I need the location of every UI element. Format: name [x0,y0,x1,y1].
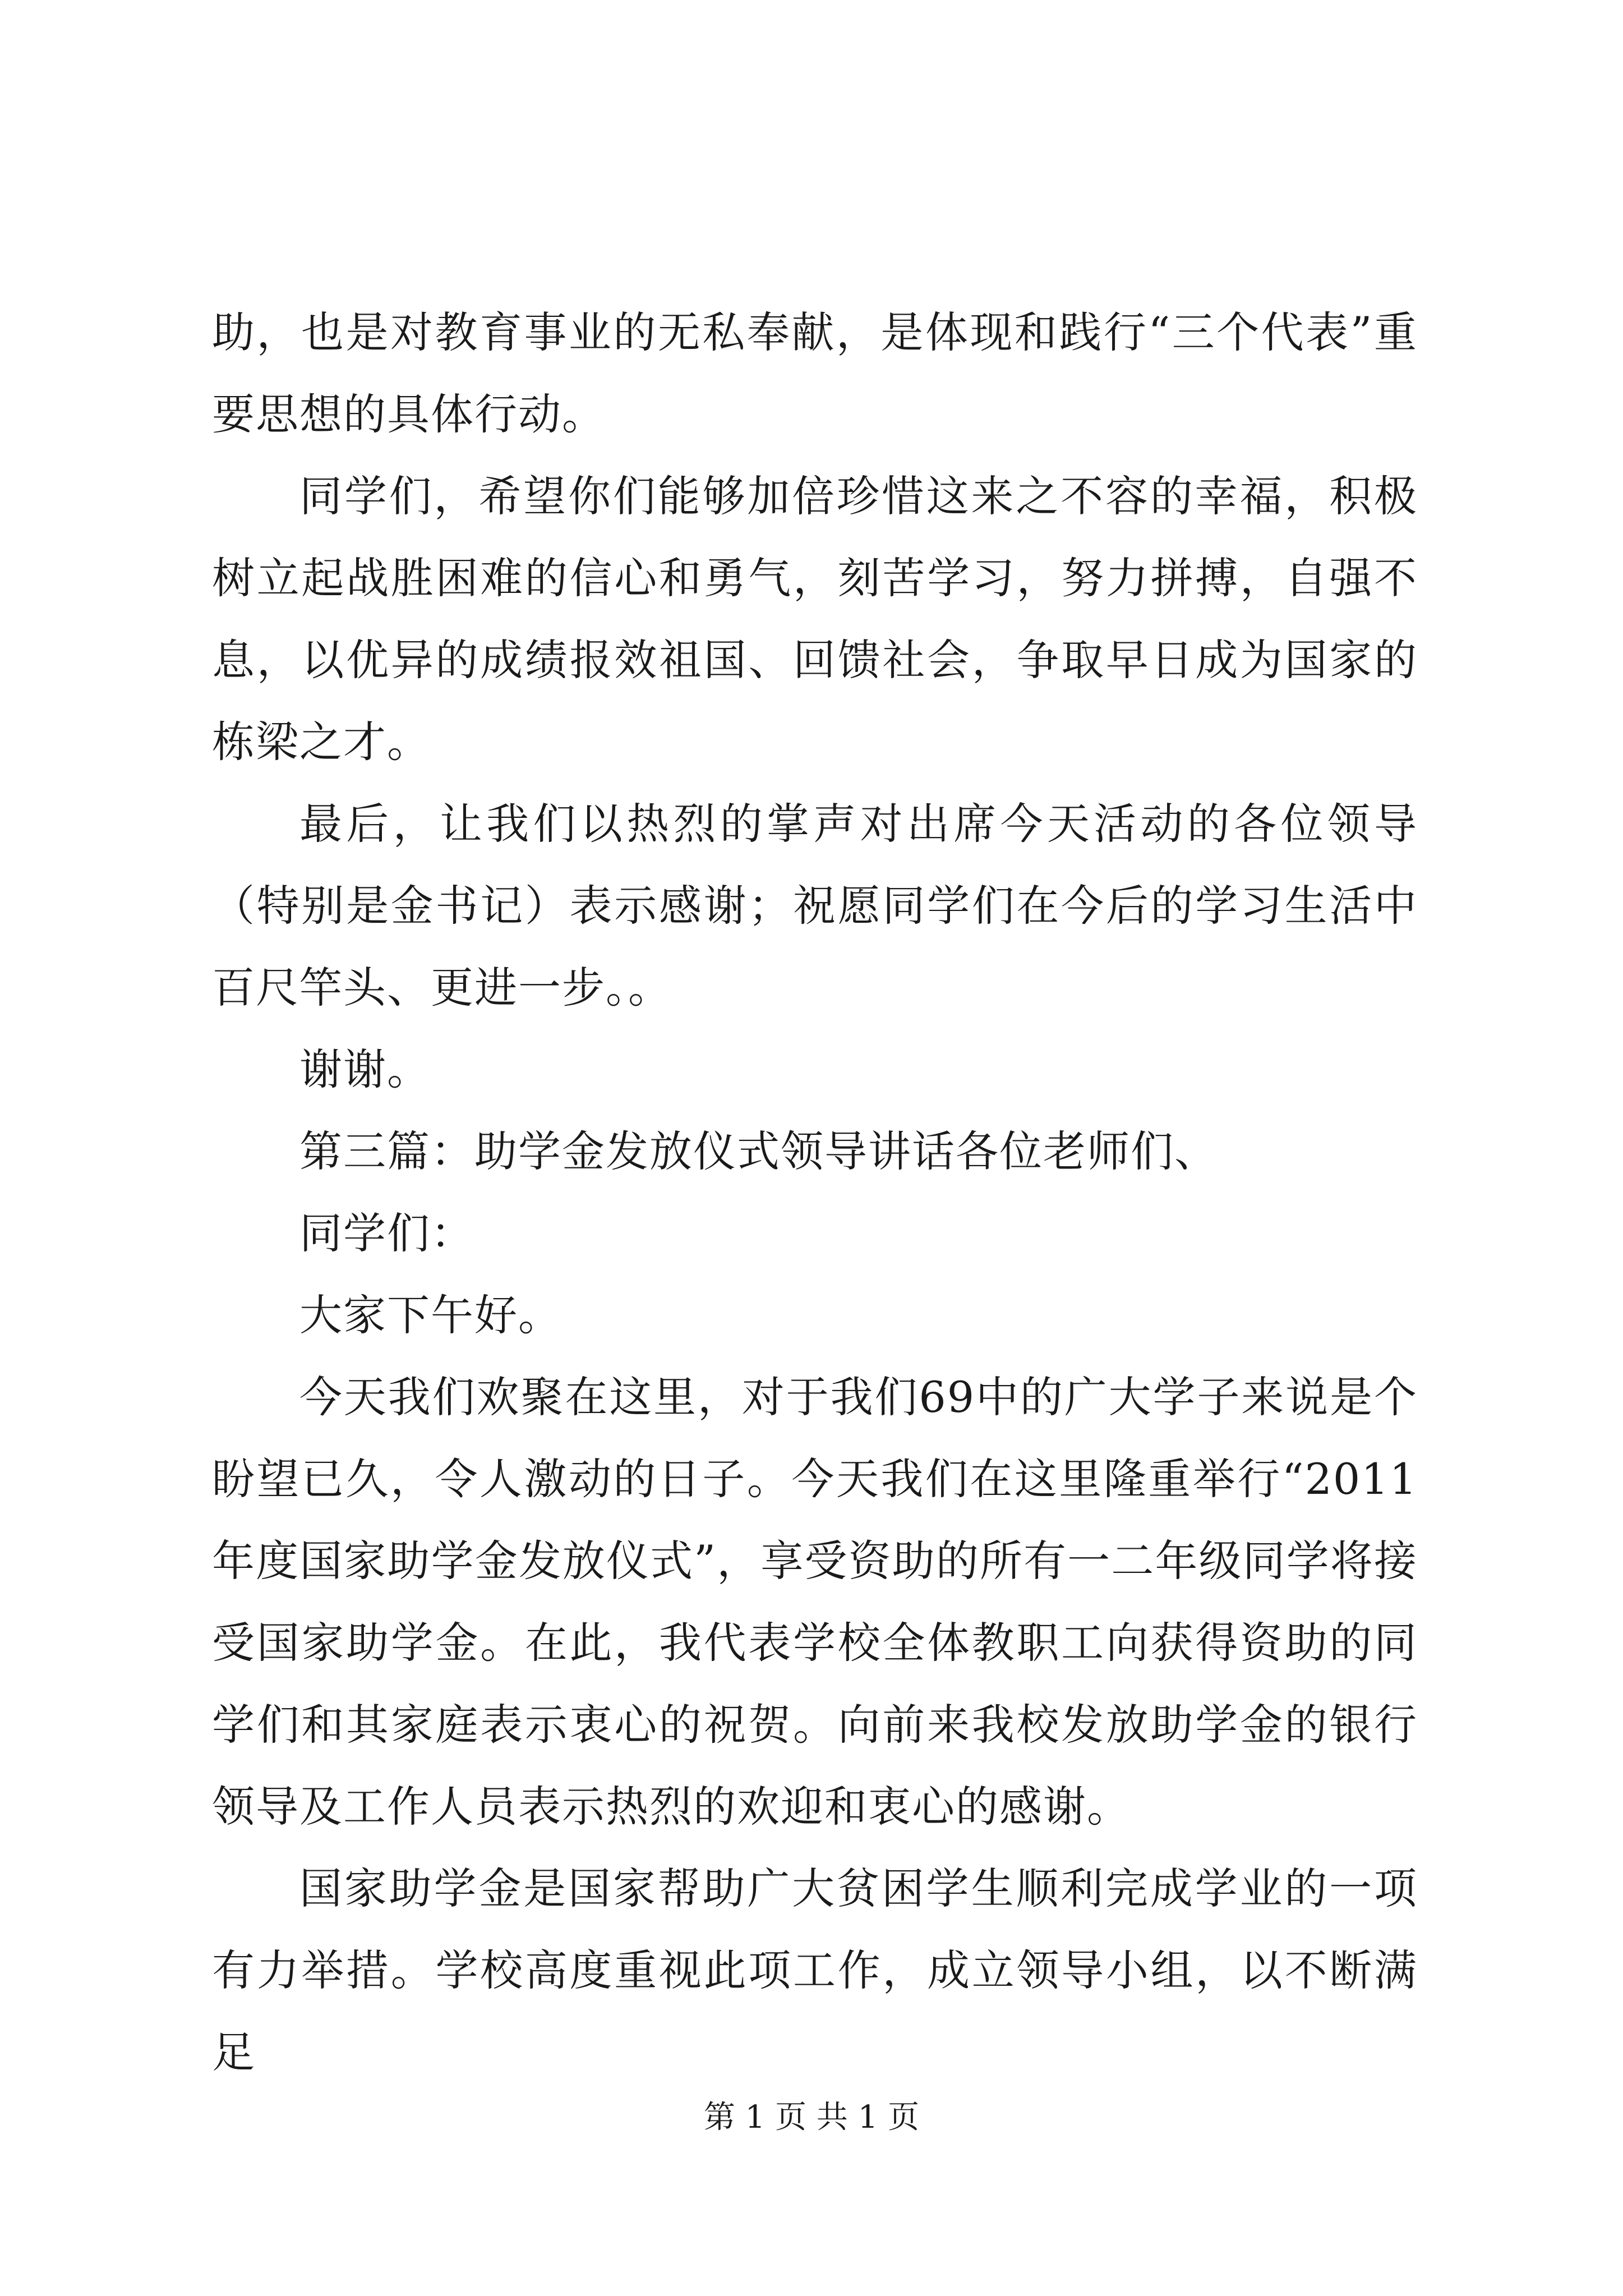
paragraph-7-greeting: 大家下午好。 [299,1290,562,1340]
paragraph-3: 最后，让我们以热烈的掌声对出席今天活动的各位领导（特别是金书记）表示感谢；祝愿同学们在今后的学习生活中百尺竿头、更进一步。。 [212,799,1418,1013]
paragraph-8: 今天我们欢聚在这里，对于我们69中的广大学子来说是个盼望已久，令人激动的日子。今天我们在这里隆重举行“2011年度国家助学金发放仪式”，享受资助的所有一二年级同学将接受国家助学金。在此，我代表学校全体教职工向获得资助的同学们和其家庭表示衷心的祝贺。向前来我校发放助学金的银行领导及工作人员表示热烈的欢迎和衷心的感谢。 [212,1372,1418,1832]
paragraph-1: 助，也是对教育事业的无私奉献，是体现和践行“三个代表”重要思想的具体行动。 [212,307,1418,439]
paragraph-9: 国家助学金是国家帮助广大贫困学生顺利完成学业的一项有力举措。学校高度重视此项工作，成立领导小组，以不断满足 [212,1864,1418,2077]
paragraph-6-salutation: 同学们： [299,1208,474,1258]
paragraph-2: 同学们，希望你们能够加倍珍惜这来之不容的幸福，积极树立起战胜困难的信心和勇气，刻苦学习，努力拼搏，自强不息，以优异的成绩报效祖国、回馈社会，争取早日成为国家的栋梁之才。 [212,471,1418,767]
page-footer: 第 1 页 共 1 页 [703,2099,920,2136]
paragraph-5-heading: 第三篇：助学金发放仪式领导讲话各位老师们、 [299,1126,1218,1176]
paragraph-4: 谢谢。 [299,1045,431,1094]
document-body [212,292,1418,2093]
